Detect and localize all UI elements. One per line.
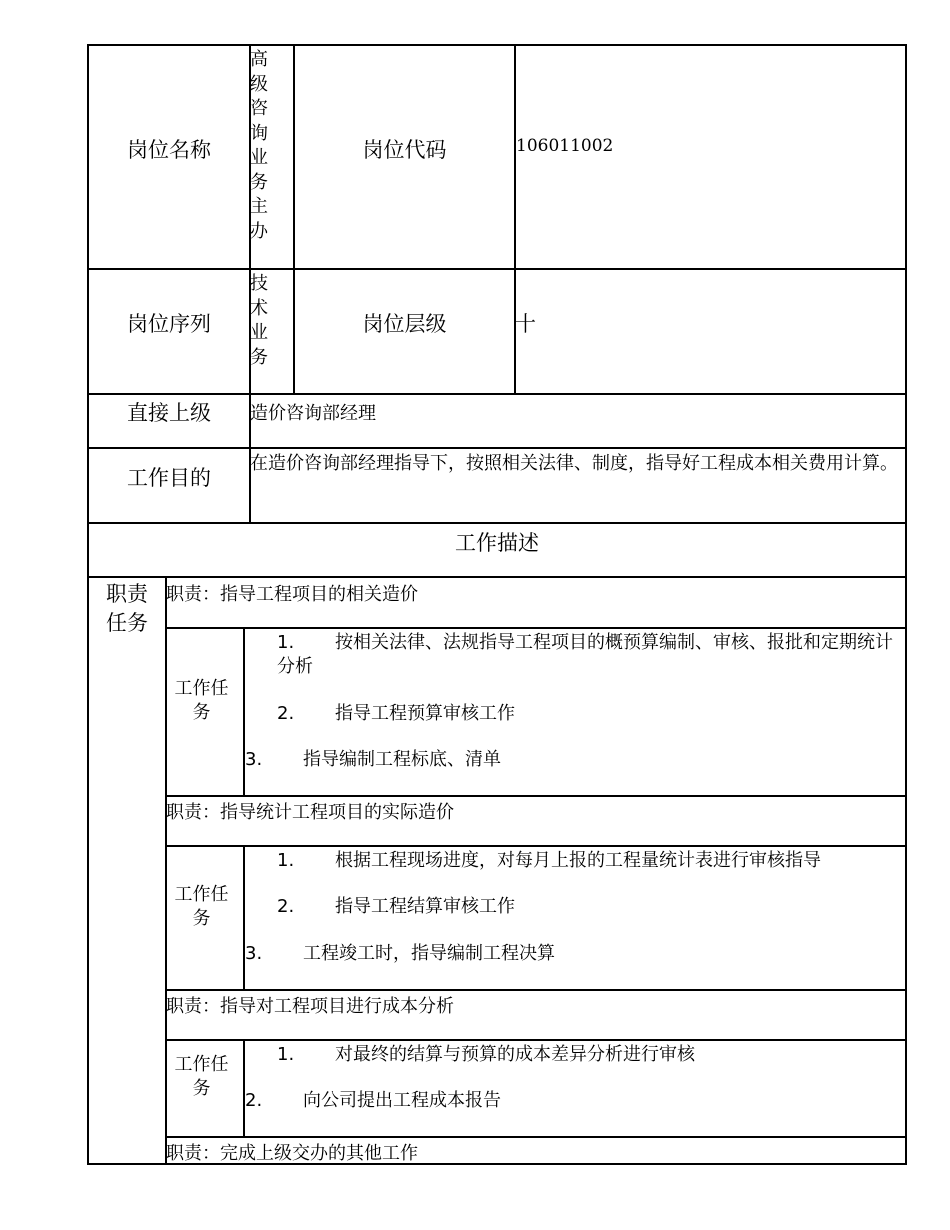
row-divider: [165, 627, 907, 629]
duty-title: 职责：完成上级交办的其他工作: [166, 1143, 418, 1164]
row-divider: [165, 845, 907, 847]
task-number: 1.: [277, 1044, 295, 1065]
duty-title: 职责：指导对工程项目进行成本分析: [166, 996, 454, 1017]
superior-value: 造价咨询部经理: [250, 403, 376, 424]
post-level-value: 十: [515, 312, 536, 336]
post-code-label: 岗位代码: [362, 138, 447, 162]
row-divider: [165, 989, 907, 991]
task-item: [277, 631, 901, 679]
table-border-top: [87, 44, 907, 46]
purpose-label: 工作目的: [127, 466, 211, 490]
superior-label: 直接上级: [127, 401, 211, 425]
task-item: [245, 1089, 501, 1113]
task-label: 工作任务: [174, 678, 229, 723]
task-number: 2.: [245, 1090, 263, 1111]
duty-title: 职责：指导工程项目的相关造价: [166, 584, 418, 605]
row-divider: [87, 447, 907, 449]
purpose-value: 在造价咨询部经理指导下，按照相关法律、制度，指导好工程成本相关费用计算。: [250, 453, 898, 474]
table-border-left: [87, 44, 89, 1165]
task-number: 2.: [277, 896, 295, 917]
task-text: 按相关法律、法规指导工程项目的概预算编制、审核、报批和定期统计分析: [277, 632, 893, 677]
post-sequence-label: 岗位序列: [127, 312, 211, 336]
task-text: 向公司提出工程成本报告: [303, 1090, 501, 1111]
task-label: 工作任务: [174, 1054, 229, 1099]
column-divider: [293, 44, 295, 394]
column-divider: [514, 44, 516, 394]
task-item: [277, 1043, 695, 1067]
task-item: [245, 942, 555, 966]
task-item: [245, 748, 501, 772]
row-divider: [87, 576, 907, 578]
row-divider: [87, 268, 907, 270]
row-divider: [165, 1136, 907, 1138]
row-divider: [87, 393, 907, 395]
task-item: [277, 702, 515, 726]
task-text: 指导编制工程标底、清单: [303, 749, 501, 770]
task-text: 对最终的结算与预算的成本差异分析进行审核: [335, 1044, 695, 1065]
task-number: 1.: [277, 632, 295, 653]
post-sequence-value: 技术业务: [250, 273, 268, 368]
task-text: 工程竣工时，指导编制工程决算: [303, 943, 555, 964]
duty-title: 职责：指导统计工程项目的实际造价: [166, 802, 454, 823]
task-text: 指导工程预算审核工作: [335, 703, 515, 724]
table-border-right: [905, 44, 907, 1165]
task-item: [277, 895, 515, 919]
column-divider: [243, 845, 245, 990]
column-divider: [165, 576, 167, 1165]
row-divider: [87, 522, 907, 524]
column-divider: [243, 1039, 245, 1137]
task-label: 工作任务: [174, 884, 229, 929]
post-name-value: 高级咨询业务主办: [250, 49, 268, 242]
post-level-label: 岗位层级: [362, 312, 447, 336]
post-code-value: 106011002: [516, 136, 614, 156]
duty-section-label: 职责任务: [106, 582, 148, 635]
task-number: 1.: [277, 850, 295, 871]
task-text: 根据工程现场进度，对每月上报的工程量统计表进行审核指导: [335, 850, 821, 871]
task-number: 3.: [245, 943, 263, 964]
task-text: 指导工程结算审核工作: [335, 896, 515, 917]
section-title: 工作描述: [455, 531, 539, 555]
task-number: 2.: [277, 703, 295, 724]
row-divider: [165, 795, 907, 797]
task-item: [277, 849, 821, 873]
task-number: 3.: [245, 749, 263, 770]
row-divider: [165, 1039, 907, 1041]
post-name-label: 岗位名称: [127, 138, 211, 162]
